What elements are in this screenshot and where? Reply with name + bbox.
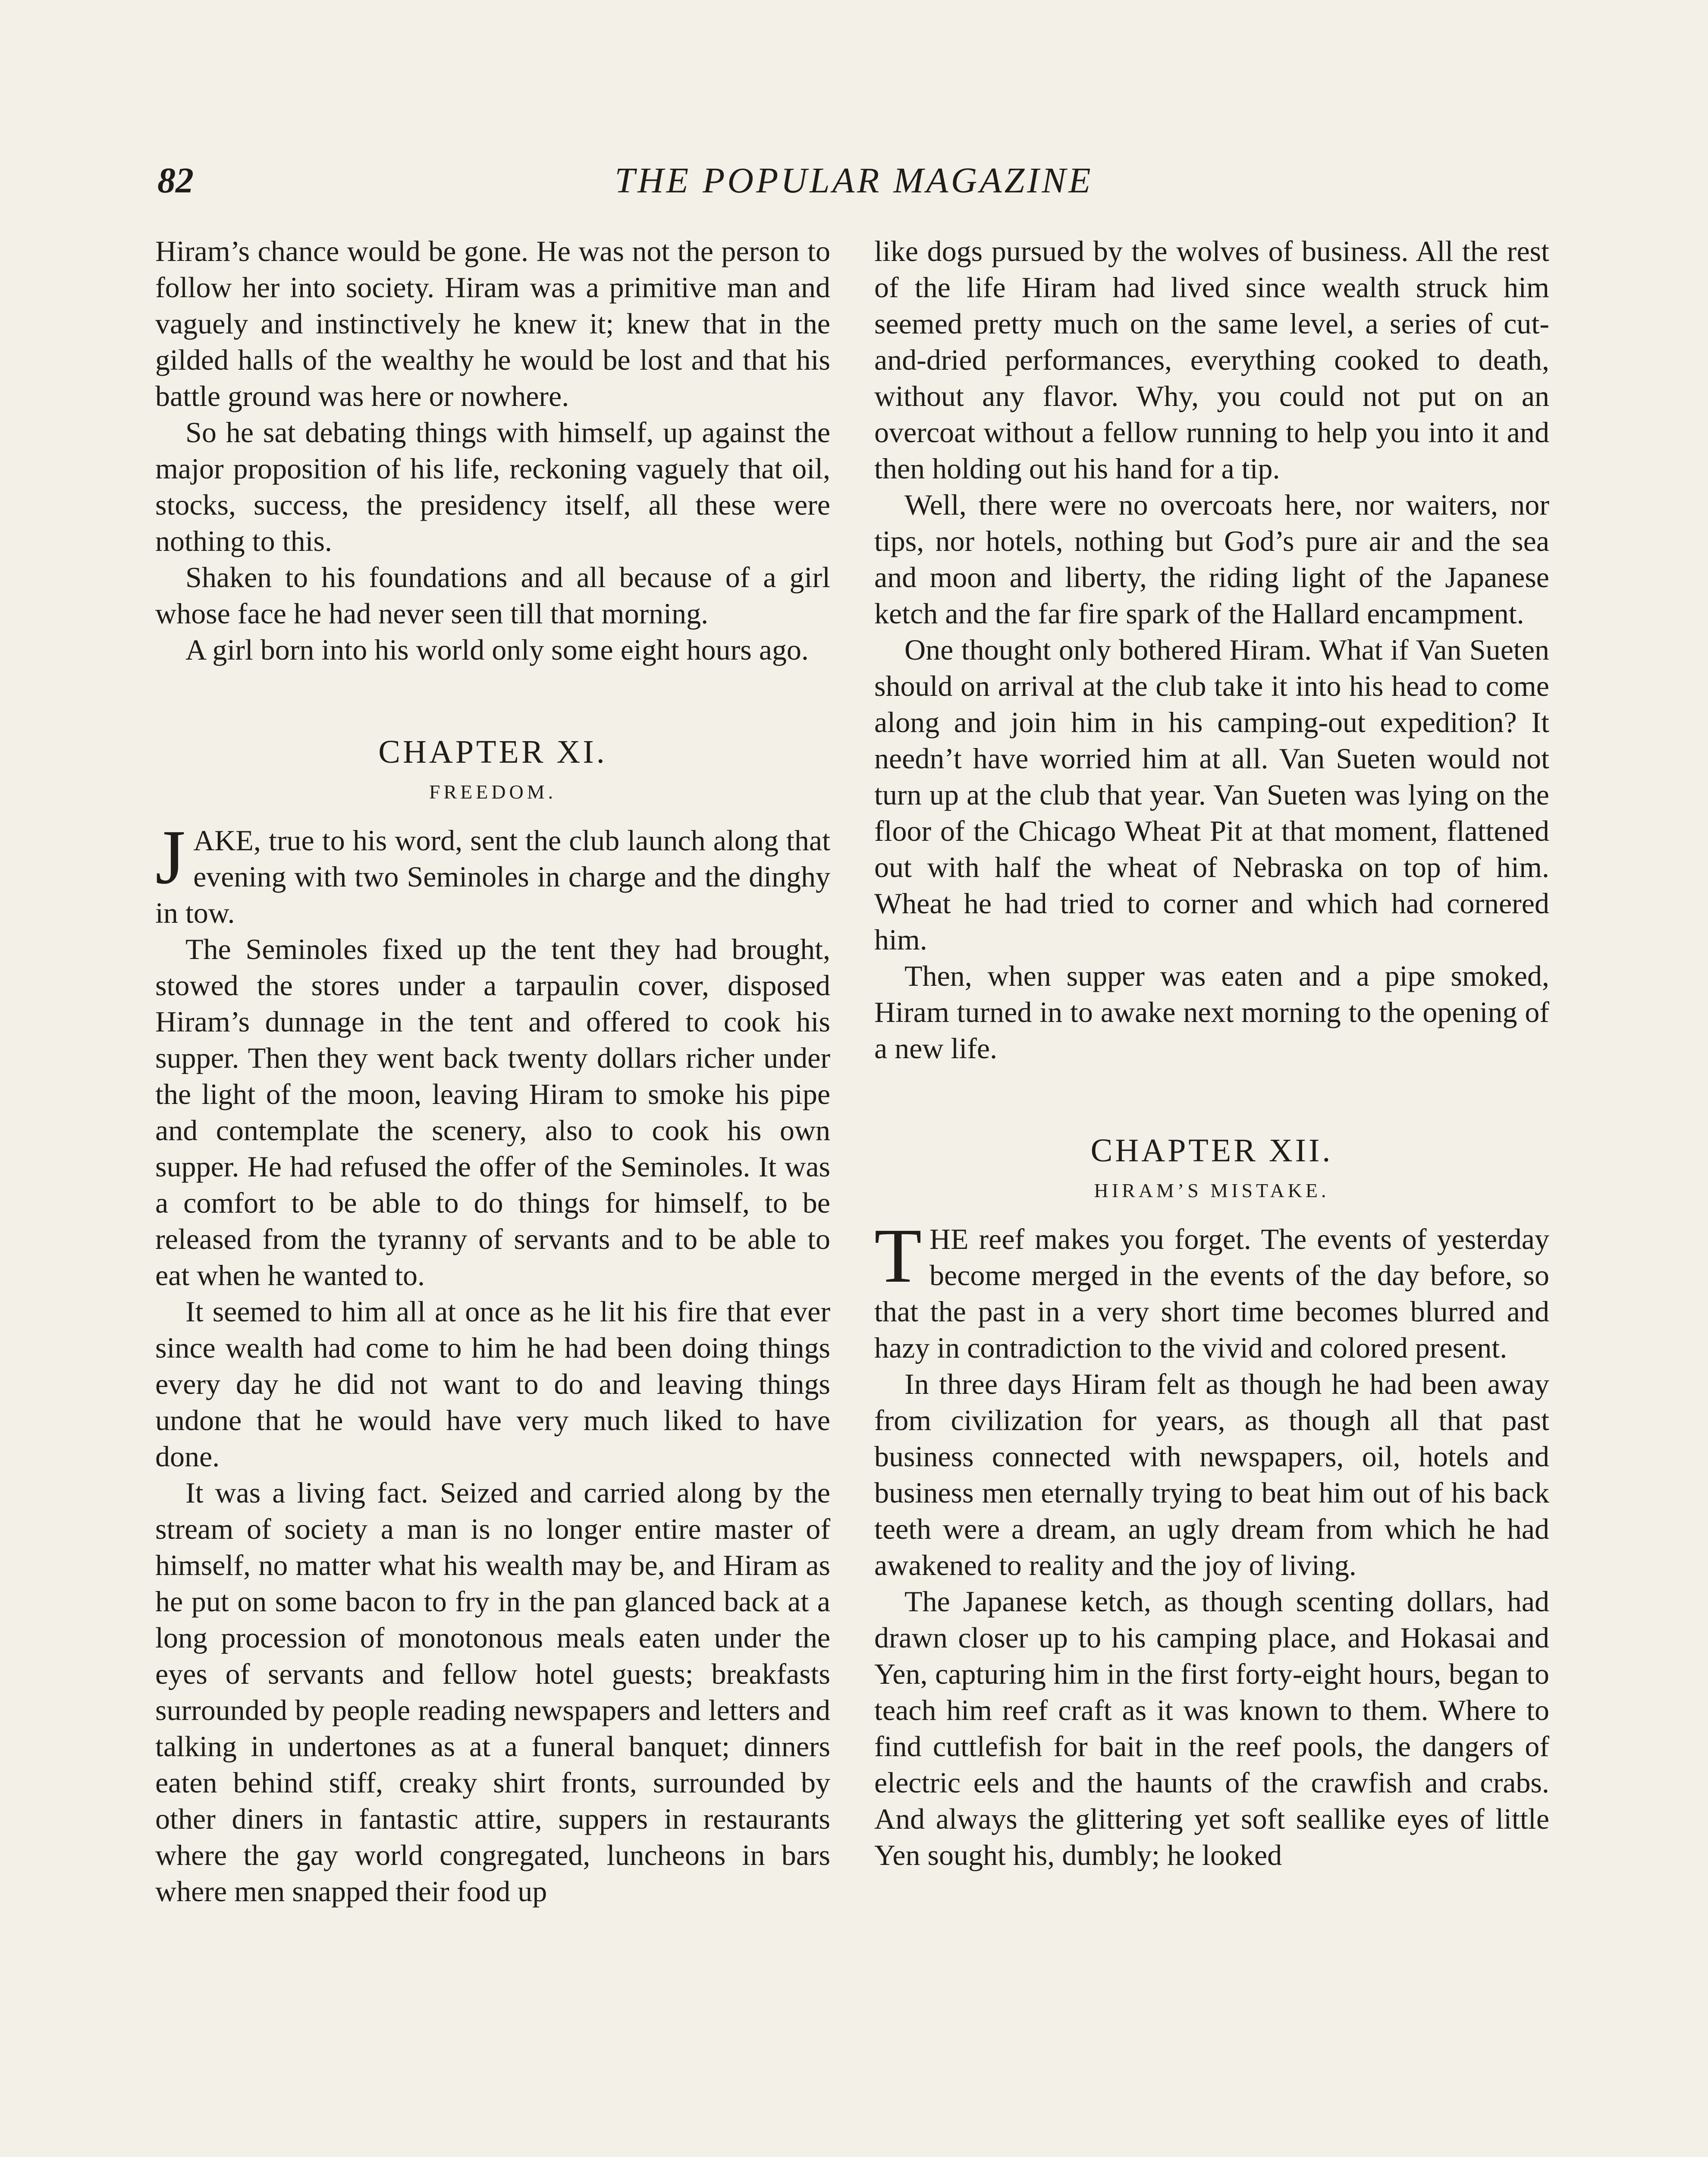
chapter-subtitle: FREEDOM. (429, 781, 557, 803)
right-column (874, 233, 1549, 1873)
paragraph: In three days Hiram felt as though he had been away from civilization for years, as though all that past business connected with newspapers, oil, hotels and business men eternally trying to beat him out of his back teeth were a dream, an ugly dream from which he had awakened to reality and the joy of living. (874, 1368, 1549, 1582)
paragraph: Then, when supper was eaten and a pipe smoked, Hiram turned in to awake next morning to the opening of a new life. (874, 959, 1549, 1065)
chapter-opening-paragraph (155, 814, 830, 931)
opening-text: HE reef makes you forget. The events of yesterday become merged in the events of the day before, so that the past in a very short time becomes blurred and hazy in contradiction to the vivid and colored present. (874, 1223, 1549, 1364)
paragraph: One thought only bothered Hiram. What if Van Sueten should on arrival at the club take it into his head to come along and join him in his camping-out expedition? It needn’t have worried him at all. Van Sueten would not turn up at the club that year. Van Sueten was lying on the floor of the Chicago Wheat Pit at that moment, flattened out with half the wheat of Nebraska on top of him. Wheat he had tried to corner and which had cornered him. (874, 633, 1549, 956)
paragraph: The Japanese ketch, as though scenting dollars, had drawn closer up to his camping place, and Hokasai and Yen, capturing him in the first forty-eight hours, began to teach him reef craft as it was known to them. Where to find cuttlefish for bait in the reef pools, the dangers of electric eels and the haunts of the crawfish and crabs. And always the glittering yet soft seallike eyes of little Yen sought his, dumbly; he looked (874, 1585, 1549, 1871)
paragraph: Hiram’s chance would be gone. He was not the person to follow her into society. Hiram was a primitive man and vaguely and instinctively he knew it; knew that in the gilded halls of the wealthy he would be lost and that his battle ground was here or nowhere. (155, 235, 830, 412)
paragraph: A girl born into his world only some eight hours ago. (185, 633, 809, 666)
drop-cap: T (874, 1213, 922, 1299)
left-column (155, 233, 830, 1909)
paragraph: It was a living fact. Seized and carried along by the stream of society a man is no longer entire master of himself, no matter what his wealth may be, and Hiram as he put on some bacon to fry in the pan glanced back at a long procession of monotonous meals eaten under the eyes of servants and fellow hotel guests; breakfasts surrounded by people reading newspapers and letters and talking in undertones as at a funeral banquet; dinners eaten behind stiff, creaky shirt fronts, surrounded by other diners in fantastic attire, suppers in restaurants where the gay world congregated, luncheons in bars where men snapped their food up (155, 1476, 830, 1908)
page-header (0, 160, 1708, 211)
chapter-opening-paragraph (874, 1213, 1549, 1366)
drop-cap: J (155, 814, 186, 900)
chapter-heading (155, 733, 830, 805)
paragraph: So he sat debating things with himself, up against the major proposition of his life, reckoning vaguely that oil, stocks, success, the presidency itself, all these were nothing to this. (155, 416, 830, 557)
opening-text: AKE, true to his word, sent the club launch along that evening with two Seminoles in charge and the dinghy in tow. (155, 824, 830, 929)
running-title: THE POPULAR MAGAZINE (615, 160, 1093, 201)
paragraph: Shaken to his foundations and all because of a girl whose face he had never seen till that morning. (155, 561, 830, 630)
page-number: 82 (157, 160, 194, 201)
paragraph: The Seminoles fixed up the tent they had brought, stowed the stores under a tarpaulin cover, disposed Hiram’s dunnage in the tent and offered to cook his supper. Then they went back twenty dollars richer under the light of the moon, leaving Hiram to smoke his pipe and contemplate the scenery, also to cook his own supper. He had refused the offer of the Seminoles. It was a comfort to be able to do things for himself, to be released from the tyranny of servants and to be able to eat when he wanted to. (155, 933, 830, 1292)
paragraph: Well, there were no overcoats here, nor waiters, nor tips, nor hotels, nothing but God’s pure air and the sea and moon and liberty, the riding light of the Japanese ketch and the far fire spark of the Hallard encampment. (874, 488, 1549, 630)
paragraph: like dogs pursued by the wolves of business. All the rest of the life Hiram had lived since wealth struck him seemed pretty much on the same level, a series of cut-and-dried performances, everything cooked to death, without any flavor. Why, you could not put on an overcoat without a fellow running to help you into it and then holding out his hand for a tip. (874, 235, 1549, 485)
chapter-heading (874, 1131, 1549, 1204)
chapter-title: CHAPTER XII. (1090, 1132, 1333, 1169)
chapter-subtitle: HIRAM’S MISTAKE. (1094, 1179, 1330, 1201)
chapter-title: CHAPTER XI. (378, 734, 607, 770)
paragraph: It seemed to him all at once as he lit his fire that ever since wealth had come to him he had been doing things every day he did not want to do and leaving things undone that he would have very much liked to have done. (155, 1295, 830, 1473)
